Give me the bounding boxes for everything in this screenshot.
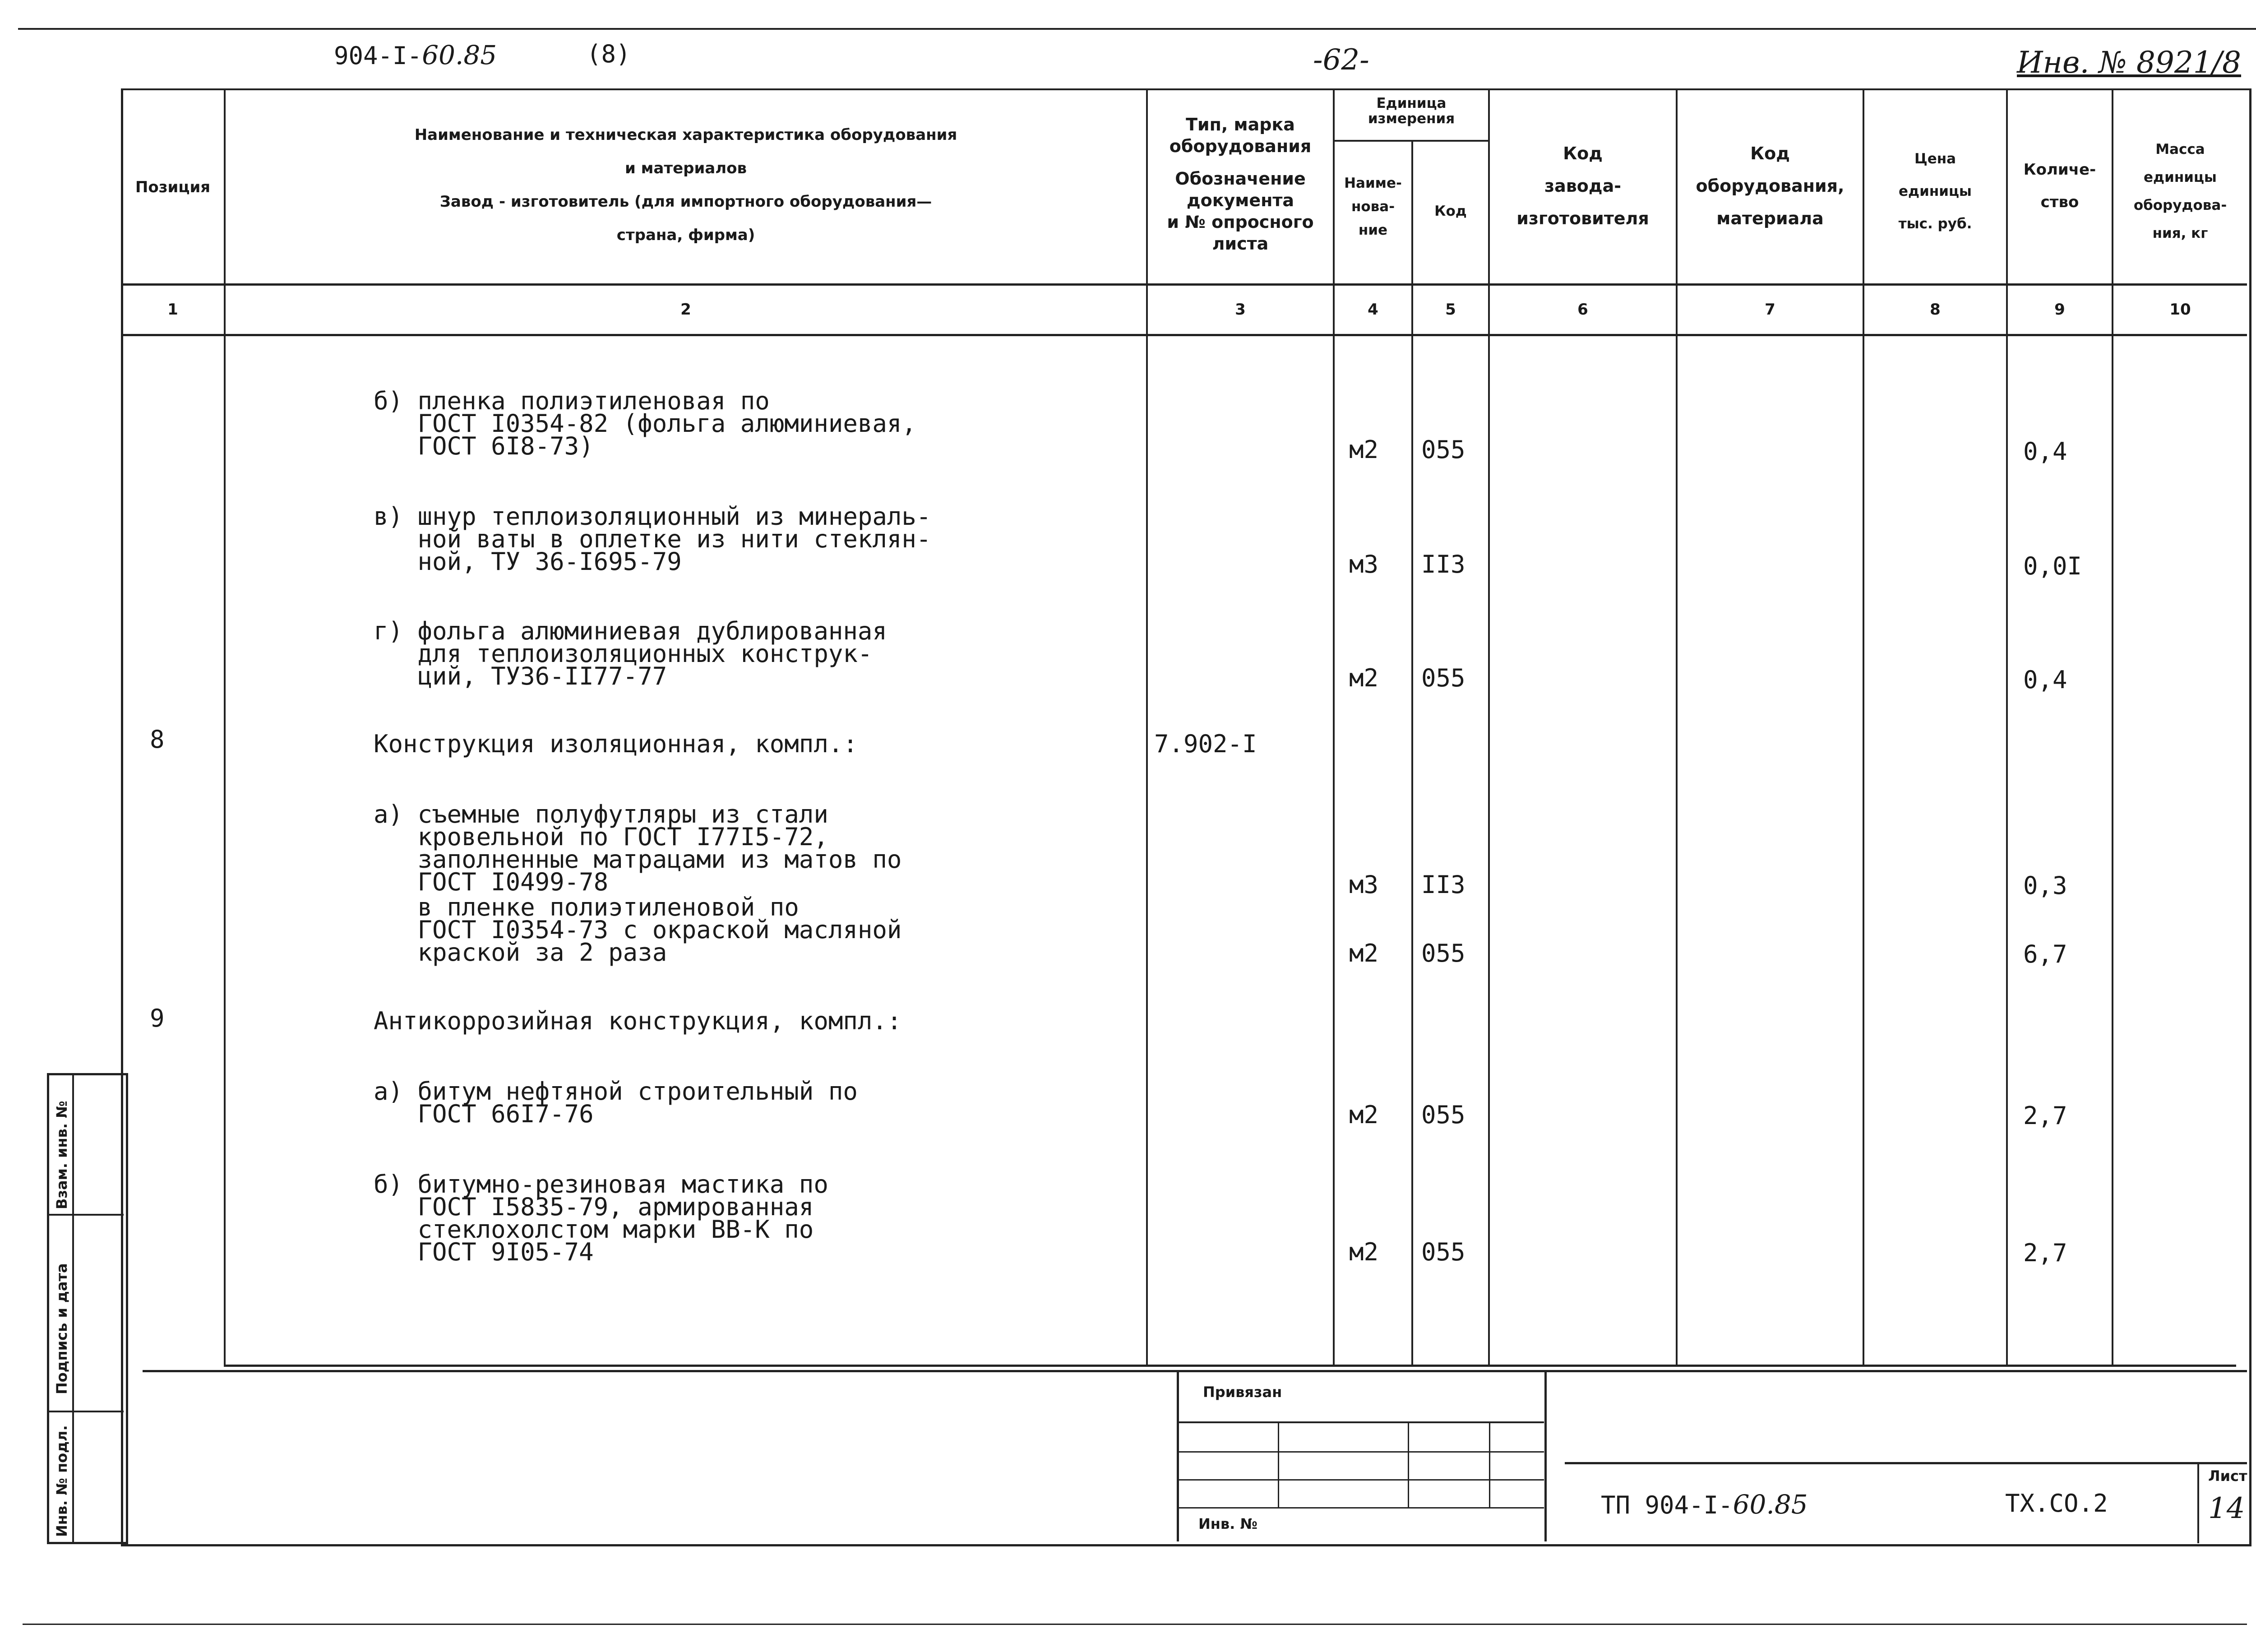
header-type (1148, 114, 1333, 255)
side-stamp-rule-2 (47, 1411, 124, 1412)
colnum-10: 10 (2169, 301, 2191, 319)
attached-vline-3 (1489, 1422, 1490, 1508)
header-name-line3: Завод - изготовитель (для импортного оборудования— (439, 193, 932, 211)
header-unit-line1: Единица (1376, 95, 1447, 111)
colnum-6: 6 (1577, 301, 1588, 319)
row-8-name: б) битумно-резиновая мастика по ГОСТ I5835-79, армированная стеклохолстом марки ВВ-К по ГОСТ 9I05-74 (374, 1170, 828, 1266)
header-unit-group (1335, 96, 1488, 126)
header-mass-line1: Масса (2155, 141, 2205, 157)
header-mass-line2: единицы (2144, 169, 2217, 185)
sheet-cell-line (2197, 1462, 2199, 1543)
col-line-8 (2006, 88, 2008, 1365)
col-line-6 (1676, 88, 1678, 1365)
attached-vline-1 (1278, 1422, 1279, 1508)
row-8-unit: м2 (1349, 1238, 1379, 1266)
row-4-code: II3 (1421, 870, 1465, 899)
attached-label: Привязан (1203, 1384, 1282, 1401)
col-line-1 (224, 88, 226, 1365)
header-unit-name (1335, 171, 1411, 242)
colnum-1: 1 (167, 301, 178, 319)
side-sign-date: Подпись и дата (53, 1263, 70, 1394)
inv-number-label: Инв. № (1198, 1515, 1257, 1532)
header-factory-line3: изготовителя (1516, 208, 1649, 228)
row-7-name: а) битум нефтяной строительный по ГОСТ 66I7-76 (374, 1077, 858, 1128)
body-bottom-rule (224, 1365, 2236, 1367)
doc-mark: ТХ.СО.2 (2005, 1489, 2108, 1518)
row-1-code: II3 (1421, 550, 1465, 578)
row-7-code: 055 (1421, 1101, 1465, 1129)
side-inv-replace: Взам. инв. № (53, 1101, 70, 1209)
header-quantity (2008, 153, 2112, 218)
header-type-line4: документа (1186, 190, 1294, 210)
col-line-5 (1488, 88, 1490, 1365)
row-5-qty: 6,7 (2023, 940, 2067, 968)
unit-group-rule (1333, 140, 1488, 142)
header-quantity-line2: ство (2040, 193, 2079, 211)
row-4-name: а) съемные полуфутляры из стали кровельной по ГОСТ I77I5-72, заполненные матрацами из матов по ГОСТ I0499-78 (374, 800, 902, 896)
header-price-line2: единицы (1899, 183, 1972, 199)
header-factory-line1: Код (1563, 143, 1603, 163)
colnum-9: 9 (2054, 301, 2065, 319)
header-material-line3: материала (1716, 208, 1824, 228)
header-price-line1: Цена (1914, 151, 1956, 167)
doc-code-typed: ТП 904-I- (1601, 1491, 1733, 1519)
header-unit-name-line1: Наиме- (1344, 175, 1402, 191)
row-4-unit: м3 (1349, 870, 1379, 899)
header-mass (2113, 135, 2247, 247)
header-bottom-rule (121, 283, 2247, 286)
side-inv-orig: Инв. № подл. (53, 1425, 70, 1537)
header-mass-line3: оборудова- (2133, 197, 2227, 213)
row-7-qty: 2,7 (2023, 1101, 2067, 1130)
colnum-4: 4 (1368, 301, 1378, 319)
sheet-number: 14 (2208, 1492, 2245, 1525)
top-rule (18, 28, 2256, 30)
attached-vline-2 (1408, 1422, 1409, 1508)
colnum-3: 3 (1235, 301, 1246, 319)
row-8-qty: 2,7 (2023, 1239, 2067, 1267)
row-1-name: в) шнур теплоизоляционный из минераль- ной ваты в оплетке из нити стеклян- ной, ТУ 36-I695-79 (374, 502, 931, 576)
colnum-8: 8 (1930, 301, 1941, 319)
row-1-qty: 0,0I (2023, 552, 2082, 580)
col-line-3 (1333, 88, 1335, 1365)
header-name-line1: Наименование и техническая характеристика оборудования (414, 126, 957, 144)
row-0-unit: м2 (1349, 435, 1379, 464)
header-unit-name-line3: ние (1358, 222, 1388, 238)
side-stamp-col (72, 1073, 74, 1542)
header-unit-line2: измерения (1368, 111, 1455, 127)
header-name-line2: и материалов (624, 159, 747, 177)
row-8-code: 055 (1421, 1238, 1465, 1266)
header-type-line3: Обозначение (1175, 169, 1306, 189)
header-unit-code: Код (1434, 203, 1467, 219)
header-type-line2: оборудования (1169, 136, 1312, 156)
row-0-code: 055 (1421, 435, 1465, 464)
colnum-bottom-rule (121, 334, 2247, 336)
header-position: Позиция (135, 178, 211, 196)
row-2-code: 055 (1421, 664, 1465, 692)
header-name (226, 118, 1146, 252)
header-factory-code (1490, 137, 1676, 235)
row-3-name: Конструкция изоляционная, компл.: (374, 730, 858, 758)
row-0-name: б) пленка полиэтиленовая по ГОСТ I0354-82 (фольга алюминиевая, ГОСТ 6I8-73) (374, 387, 916, 460)
row-7-unit: м2 (1349, 1101, 1379, 1129)
header-type-line6: листа (1212, 234, 1269, 254)
row-2-name: г) фольга алюминиевая дублированная для теплоизоляционных конструк- ций, ТУ36-II77-77 (374, 617, 887, 690)
colnum-2: 2 (680, 301, 691, 319)
title-top-rule (1565, 1462, 2247, 1464)
row-2-qty: 0,4 (2023, 666, 2067, 694)
series-code (334, 40, 497, 70)
doc-code-handwritten: 60.85 (1733, 1489, 1808, 1520)
header-name-line4: страна, фирма) (616, 226, 755, 244)
col-line-7 (1863, 88, 1864, 1365)
row-0-qty: 0,4 (2023, 437, 2067, 466)
row-2-unit: м2 (1349, 664, 1379, 692)
page-number: -62- (1313, 43, 1369, 77)
row-3-position: 8 (150, 725, 165, 754)
sheet-label: Лист (2208, 1467, 2247, 1485)
header-material-line1: Код (1750, 143, 1790, 163)
col-line-4 (1411, 140, 1413, 1365)
bottom-outer-rule (23, 1624, 2247, 1625)
header-quantity-line1: Количе- (2023, 161, 2096, 179)
part-number: (8) (587, 40, 631, 68)
header-type-line5: и № опросного (1167, 212, 1314, 232)
col-line-2 (1146, 88, 1148, 1365)
side-stamp-rule-1 (47, 1214, 124, 1216)
colnum-7: 7 (1765, 301, 1775, 319)
row-5-code: 055 (1421, 939, 1465, 967)
col-line-9 (2112, 88, 2113, 1365)
colnum-5: 5 (1445, 301, 1456, 319)
header-material-line2: оборудования, (1696, 176, 1845, 196)
header-mass-line4: ния, кг (2152, 225, 2208, 241)
header-unit-name-line2: нова- (1351, 199, 1395, 215)
row-4-qty: 0,3 (2023, 871, 2067, 900)
row-1-unit: м3 (1349, 550, 1379, 578)
header-type-line1: Тип, марка (1186, 115, 1295, 134)
header-material-code (1678, 137, 1863, 235)
header-price-line3: тыс. руб. (1898, 216, 1972, 232)
row-6-position: 9 (150, 1004, 165, 1032)
inventory-number: Инв. № 8921/8 (2017, 45, 2242, 80)
series-code-typed: 904-I- (334, 42, 422, 70)
doc-code (1601, 1489, 1808, 1520)
header-factory-line2: завода- (1544, 176, 1621, 196)
row-3-doc: 7.902-I (1154, 730, 1257, 758)
row-5-unit: м2 (1349, 939, 1379, 967)
row-6-name: Антикоррозийная конструкция, компл.: (374, 1007, 902, 1035)
series-code-handwritten: 60.85 (422, 40, 497, 70)
header-price (1864, 143, 2006, 240)
row-5-name: в пленке полиэтиленовой по ГОСТ I0354-73 с окраской масляной краской за 2 раза (417, 893, 902, 967)
